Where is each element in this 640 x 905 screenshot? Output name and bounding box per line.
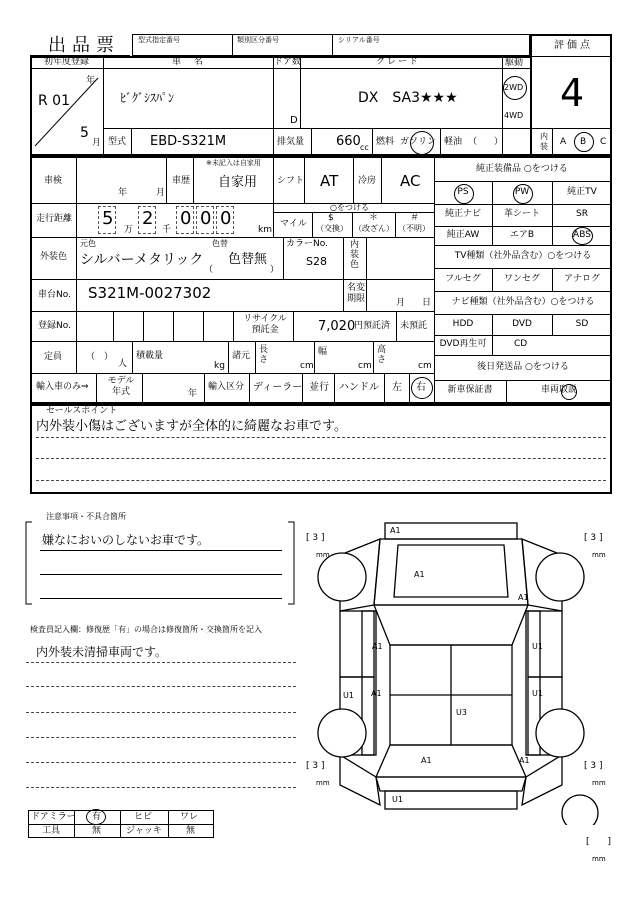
title-expiry-day: 日 <box>422 298 432 308</box>
import-parallel: 並行 <box>309 382 329 393</box>
fuel-circle <box>410 131 434 155</box>
inspection-label: 車検 <box>44 176 63 186</box>
fuel-label: 燃料 <box>376 137 395 147</box>
equip-navi: 純正ナビ <box>444 209 481 219</box>
damage-a1-rear-left: A1 <box>421 756 432 765</box>
mileage-km: km <box>258 225 272 235</box>
equip-ps-circle <box>454 184 474 204</box>
mileage-tampered: （改ざん） <box>354 224 394 233</box>
interior-a: A <box>560 137 567 147</box>
equip-airbag: エアB <box>509 230 535 240</box>
color-repaint-value: 色替無 <box>228 252 268 267</box>
color-value: シルバーメタリック <box>80 252 204 268</box>
ac-label: 冷房 <box>358 176 377 186</box>
inspection-year: 年 <box>118 188 128 198</box>
equip-ps: PS <box>457 187 469 197</box>
fuel-gasoline: ガソリン <box>400 137 437 147</box>
tire-fl-depth: [ 3 ] <box>306 533 325 543</box>
recycle-label: リサイクル預託金 <box>243 314 287 335</box>
equip-aw: 純正AW <box>446 230 480 240</box>
equip-pw: PW <box>514 187 530 197</box>
mileage-digit-4: 0 <box>200 208 212 229</box>
warranty-label: 新車保証書 <box>447 385 493 395</box>
model-label: 型式 <box>108 137 127 147</box>
interior-b: B <box>580 137 587 147</box>
handle-right-circle <box>411 377 433 399</box>
doors-label: ドア数 <box>274 57 301 67</box>
width-cm: cm <box>358 361 372 371</box>
delivery-title: 後日発送品 ○をつける <box>477 362 569 372</box>
tools-label: 工具 <box>42 826 61 836</box>
equip-abs: ABS <box>573 230 591 240</box>
tire-rr-depth: [ 3 ] <box>584 761 603 771</box>
tire-spare-mm: mm <box>592 855 606 863</box>
interior-color-label: 内装色 <box>350 240 360 270</box>
nav-title: ナビ種類（社外品含む）○をつける <box>451 297 595 307</box>
mileage-digit-5: 0 <box>220 208 232 229</box>
dims-label: 諸元 <box>232 351 251 361</box>
mileage-exchange: （交換） <box>316 224 348 233</box>
displacement-value: 660 <box>336 134 361 149</box>
grade-value: DX SA3★★★ <box>358 90 458 106</box>
drive-label: 駆動 <box>505 58 524 68</box>
notes-text: 嫌なにおいのしないお車です。 <box>42 533 210 547</box>
history-label: 車歴 <box>172 176 191 186</box>
nav-dvd: DVD <box>512 319 532 329</box>
jack-label: ジャッキ <box>126 826 162 836</box>
tv-oneseg: ワンセグ <box>503 274 540 284</box>
load-kg: kg <box>214 361 225 371</box>
grade-points-label: 評価点 <box>554 40 593 51</box>
sheet-title: 出品票 <box>48 35 120 56</box>
shift-value: AT <box>320 172 339 190</box>
mileage-digit-3: 0 <box>180 208 192 229</box>
equip-pw-circle <box>513 184 533 204</box>
height-label: 高さ <box>377 345 387 365</box>
color-label: 外装色 <box>40 252 68 262</box>
handle-right: 右 <box>416 382 426 393</box>
cd-label: CD <box>514 339 528 349</box>
drive-2wd: 2WD <box>504 83 524 92</box>
doors-value: D <box>290 115 298 126</box>
displacement-label: 排気量 <box>277 137 305 147</box>
chassis-value: S321M-0027302 <box>88 284 212 302</box>
header-number-row <box>132 34 530 56</box>
tire-fr-depth: [ 3 ] <box>584 533 603 543</box>
damage-a1-left-door: A1 <box>372 642 383 651</box>
diesel-paren-close: ） <box>494 137 504 147</box>
chassis-label: 車台No. <box>38 290 71 300</box>
damage-a1-rear-right: A1 <box>519 756 530 765</box>
tv-analog: アナログ <box>563 274 600 284</box>
manual-label: 車両取説 <box>540 385 577 395</box>
grade-label: グレード <box>376 57 421 67</box>
mileage-sen: 千 <box>162 225 172 235</box>
import-dealer: ディーラー <box>253 382 303 393</box>
first-reg-year-suffix: 年 <box>86 76 96 86</box>
mileage-hash: ＃ <box>410 213 420 223</box>
car-damage-diagram <box>300 515 620 825</box>
handle-left: 左 <box>392 382 402 393</box>
crack-label: ワレ <box>180 812 199 822</box>
tire-rl-mm: mm <box>316 779 330 787</box>
capacity-paren-open: （ <box>86 352 96 362</box>
inspection-month: 月 <box>156 188 166 198</box>
car-name-value: ﾋﾞｸﾞｼｽﾊﾟﾝ <box>120 91 175 105</box>
registration-label: 登録No. <box>38 321 71 331</box>
class-number-label: 類別区分番号 <box>237 36 279 44</box>
color-no-value: S28 <box>306 255 327 268</box>
mileage-unknown: （不明） <box>398 224 430 233</box>
tire-fr-mm: mm <box>592 551 606 559</box>
inspector-label: 検査員記入欄：修復歴「有」の場合は修復箇所・交換箇所を記入 <box>30 625 262 634</box>
history-note: ※未記入は自家用 <box>206 159 261 167</box>
recycle-done: 円預託済 <box>354 321 391 331</box>
ac-value: AC <box>400 172 421 190</box>
inspector-text: 内外装未清掃車両です。 <box>36 645 168 659</box>
model-year-year: 年 <box>188 389 198 399</box>
color-orig-label: 元色 <box>80 239 96 248</box>
equipment-title: 純正装備品 ○をつける <box>476 164 568 174</box>
tire-fl-mm: mm <box>316 551 330 559</box>
handle-label: ハンドル <box>339 382 379 393</box>
shift-label: シフト <box>277 176 305 186</box>
sales-point-text: 内外装小傷はございますが全体的に綺麗なお車です。 <box>36 419 347 434</box>
sales-point-label: セールスポイント <box>46 406 118 416</box>
nav-hdd: HDD <box>452 319 474 329</box>
import-only-label: 輸入車のみ⇒ <box>36 382 89 392</box>
import-class-label: 輸入区分 <box>208 382 245 392</box>
title-expiry-label: 名変期限 <box>347 283 366 304</box>
diesel-label: 軽油 <box>444 137 463 147</box>
capacity-persons: 人 <box>118 359 128 369</box>
mileage-label: 走行距離 <box>36 214 73 224</box>
scratch-label: ヒビ <box>134 812 153 822</box>
history-value: 自家用 <box>218 175 258 190</box>
damage-a1-front-bumper: A1 <box>390 526 401 535</box>
dvd-playback: DVD再生可 <box>439 339 487 349</box>
interior-label: 内装 <box>540 132 548 151</box>
mileage-star: ＊ <box>369 213 379 223</box>
color-no-label: カラーNo. <box>286 239 328 249</box>
car-name-label: 車 名 <box>172 57 206 67</box>
tv-title: TV種類（社外品含む）○をつける <box>454 251 592 261</box>
serial-number-label: シリアル番号 <box>338 36 380 44</box>
notes-label: 注意事項・不具合箇所 <box>46 512 126 521</box>
damage-u3-roof: U3 <box>456 708 467 717</box>
mileage-circle-note: ○をつける <box>330 203 369 212</box>
damage-a1-right-fender: A1 <box>518 593 529 602</box>
first-reg-month: 5 <box>80 125 89 141</box>
recycle-value: 7,020 <box>318 319 356 334</box>
mileage-dollar: $ <box>328 213 334 223</box>
damage-u1-left-rail: U1 <box>343 691 354 700</box>
type-cert-label: 型式指定番号 <box>138 36 180 44</box>
tire-spare-depth: [ ] <box>586 837 612 847</box>
length-label: 長さ <box>259 345 269 365</box>
interior-b-circle <box>574 132 594 152</box>
door-mirror-value: 有 <box>92 812 102 822</box>
interior-c: C <box>600 137 607 147</box>
jack-value: 無 <box>186 826 196 836</box>
grade-points-value: 4 <box>560 71 585 115</box>
height-cm: cm <box>418 361 432 371</box>
drive-4wd: 4WD <box>504 111 524 120</box>
door-mirror-circle <box>86 809 106 825</box>
damage-u1-right-rear-door: U1 <box>532 689 543 698</box>
width-label: 幅 <box>318 347 328 357</box>
first-reg-label: 初年度登録 <box>44 57 90 67</box>
load-label: 積載量 <box>136 351 164 361</box>
model-year-label: モデル年式 <box>107 376 135 397</box>
tire-rl-depth: [ 3 ] <box>306 761 325 771</box>
mileage-mile: マイル <box>280 219 307 229</box>
mileage-digit-1: 5 <box>102 208 114 229</box>
diesel-paren-open: （ <box>468 137 478 147</box>
length-cm: cm <box>300 361 314 371</box>
capacity-label: 定員 <box>44 352 63 362</box>
color-paren-close: ） <box>270 265 280 275</box>
tire-rr-mm: mm <box>592 779 606 787</box>
manual-circle <box>561 384 577 400</box>
door-mirror-label: ドアミラー <box>31 812 76 822</box>
tools-value: 無 <box>92 826 102 836</box>
mileage-man: 万 <box>124 225 134 235</box>
displacement-unit: cc <box>360 143 369 152</box>
recycle-not: 未預託 <box>400 321 428 331</box>
color-paren-open: （ <box>204 265 214 275</box>
tv-fullseg: フルセグ <box>445 274 481 284</box>
damage-a1-left-fender: A1 <box>414 570 425 579</box>
damage-a1-left-rear-door: A1 <box>371 689 382 698</box>
color-repaint-label: 色替 <box>212 239 228 248</box>
first-reg-era: R 01 <box>38 93 70 109</box>
equip-tv: 純正TV <box>567 187 597 197</box>
damage-u1-right-door: U1 <box>532 642 543 651</box>
equip-abs-circle <box>572 227 593 245</box>
equip-leather: 革シート <box>503 209 540 219</box>
nav-sd: SD <box>575 319 589 329</box>
mileage-digit-2: 2 <box>142 208 154 229</box>
model-value: EBD-S321M <box>150 134 227 149</box>
title-expiry-month: 月 <box>396 298 406 308</box>
capacity-paren-close: ） <box>104 352 114 362</box>
first-reg-month-suffix: 月 <box>92 138 102 148</box>
equip-sr: SR <box>576 209 588 219</box>
damage-u1-rear-bumper: U1 <box>392 795 403 804</box>
